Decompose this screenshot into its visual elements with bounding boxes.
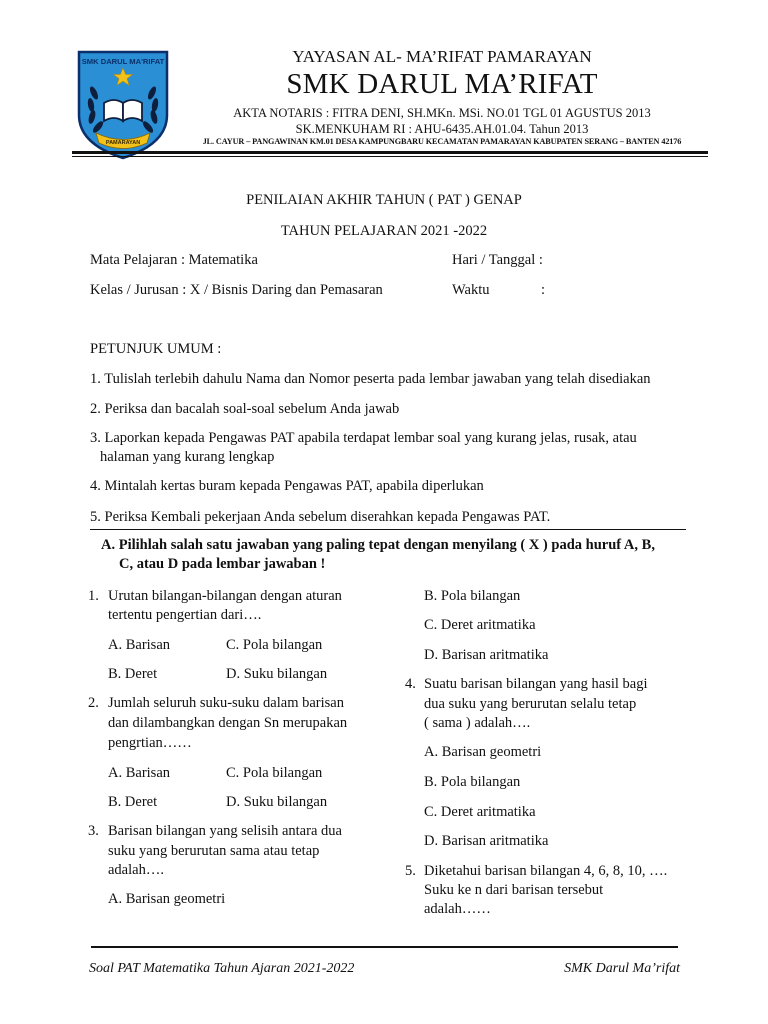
question-text: Urutan bilangan-bilangan dengan aturan [108, 588, 342, 604]
answer-option: D. Suku bilangan [226, 666, 328, 682]
answer-option: B. Deret [108, 666, 158, 682]
school-address: JL. CAYUR – PANGAWINAN KM.01 DESA KAMPUNGBARU KECAMATAN PAMARAYAN KABUPATEN SERANG – BANTEN 42176 [202, 137, 682, 146]
question-text: suku yang berurutan sama atau tetap [108, 843, 320, 859]
answer-option: C. Deret aritmatika [424, 804, 536, 820]
day-date-field: Hari / Tanggal : [452, 252, 543, 268]
school-name: SMK DARUL MA’RIFAT [286, 68, 598, 100]
ministry-decree: SK.MENKUHAM RI : AHU-6435.AH.01.04. Tahun 2013 [295, 122, 589, 136]
question-text: pengrtian…… [108, 735, 192, 751]
answer-option: A. Barisan geometri [108, 891, 226, 907]
question-text: Suku ke n dari barisan tersebut [424, 882, 604, 898]
exam-title: PENILAIAN AKHIR TAHUN ( PAT ) GENAP [246, 192, 522, 208]
section-a-instruction: A. Pilihlah salah satu jawaban yang paling tepat dengan menyilang ( X ) pada huruf A, B, [101, 537, 655, 553]
notary-deed: AKTA NOTARIS : FITRA DENI, SH.MKn. MSi. NO.01 TGL 01 AGUSTUS 2013 [233, 106, 651, 120]
question-text: adalah…. [108, 862, 164, 878]
instruction-item: 1. Tulislah terlebih dahulu Nama dan Nomor peserta pada lembar jawaban yang telah disediakan [90, 371, 651, 387]
logo-top-text: SMK DARUL MA'RIFAT [81, 57, 165, 66]
question-text: Barisan bilangan yang selisih antara dua [108, 823, 342, 839]
question-number: 1. [88, 588, 99, 604]
answer-option: A. Barisan [108, 637, 171, 653]
question-text: Jumlah seluruh suku-suku dalam barisan [108, 695, 344, 711]
foundation-name: YAYASAN AL- MA’RIFAT PAMARAYAN [292, 47, 592, 66]
question-text: ( sama ) adalah…. [424, 715, 531, 731]
question-text: Suatu barisan bilangan yang hasil bagi [424, 676, 648, 692]
question-text: tertentu pengertian dari…. [108, 607, 262, 623]
class-field: Kelas / Jurusan : X / Bisnis Daring dan Pemasaran [90, 282, 383, 298]
question-number: 4. [405, 676, 416, 692]
answer-option: A. Barisan geometri [424, 744, 542, 760]
answer-option: C. Pola bilangan [226, 637, 323, 653]
answer-option: B. Pola bilangan [424, 774, 521, 790]
answer-option: D. Barisan aritmatika [424, 647, 549, 663]
instruction-item: 5. Periksa Kembali pekerjaan Anda sebelum diserahkan kepada Pengawas PAT. [90, 509, 551, 525]
answer-option: D. Barisan aritmatika [424, 833, 549, 849]
footer-exam-label: Soal PAT Matematika Tahun Ajaran 2021-2022 [89, 961, 355, 976]
time-field-colon: : [541, 282, 546, 298]
instruction-item: 4. Mintalah kertas buram kepada Pengawas PAT, apabila diperlukan [90, 478, 484, 494]
answer-option: D. Suku bilangan [226, 794, 328, 810]
answer-option: B. Pola bilangan [424, 588, 521, 604]
letterhead-divider-thin [72, 156, 708, 157]
subject-field: Mata Pelajaran : Matematika [90, 252, 258, 268]
question-text: dan dilambangkan dengan Sn merupakan [108, 715, 348, 731]
section-divider [90, 529, 686, 530]
instruction-item-continuation: halaman yang kurang lengkap [100, 449, 275, 465]
school-logo [74, 47, 172, 161]
answer-option: C. Deret aritmatika [424, 617, 536, 633]
question-number: 5. [405, 863, 416, 879]
footer-school-label: SMK Darul Ma’rifat [564, 961, 680, 976]
logo-bottom-text: PAMARAYAN [105, 140, 141, 146]
instructions-heading: PETUNJUK UMUM : [90, 341, 222, 357]
section-a-instruction-continuation: C, atau D pada lembar jawaban ! [119, 556, 326, 572]
question-number: 3. [88, 823, 99, 839]
academic-year: TAHUN PELAJARAN 2021 -2022 [280, 223, 488, 239]
answer-option: B. Deret [108, 794, 158, 810]
letterhead-divider-thick [72, 151, 708, 154]
footer-divider [91, 946, 678, 948]
question-text: adalah…… [424, 901, 491, 917]
instruction-item: 3. Laporkan kepada Pengawas PAT apabila terdapat lembar soal yang kurang jelas, rusak, atau [90, 430, 637, 446]
answer-option: C. Pola bilangan [226, 765, 323, 781]
answer-option: A. Barisan [108, 765, 171, 781]
question-text: dua suku yang berurutan selalu tetap [424, 696, 637, 712]
question-text: Diketahui barisan bilangan 4, 6, 8, 10, …. [424, 863, 668, 879]
open-book-icon [104, 100, 142, 121]
time-field-label: Waktu [452, 282, 490, 298]
question-number: 2. [88, 695, 99, 711]
instruction-item: 2. Periksa dan bacalah soal-soal sebelum Anda jawab [90, 401, 400, 417]
